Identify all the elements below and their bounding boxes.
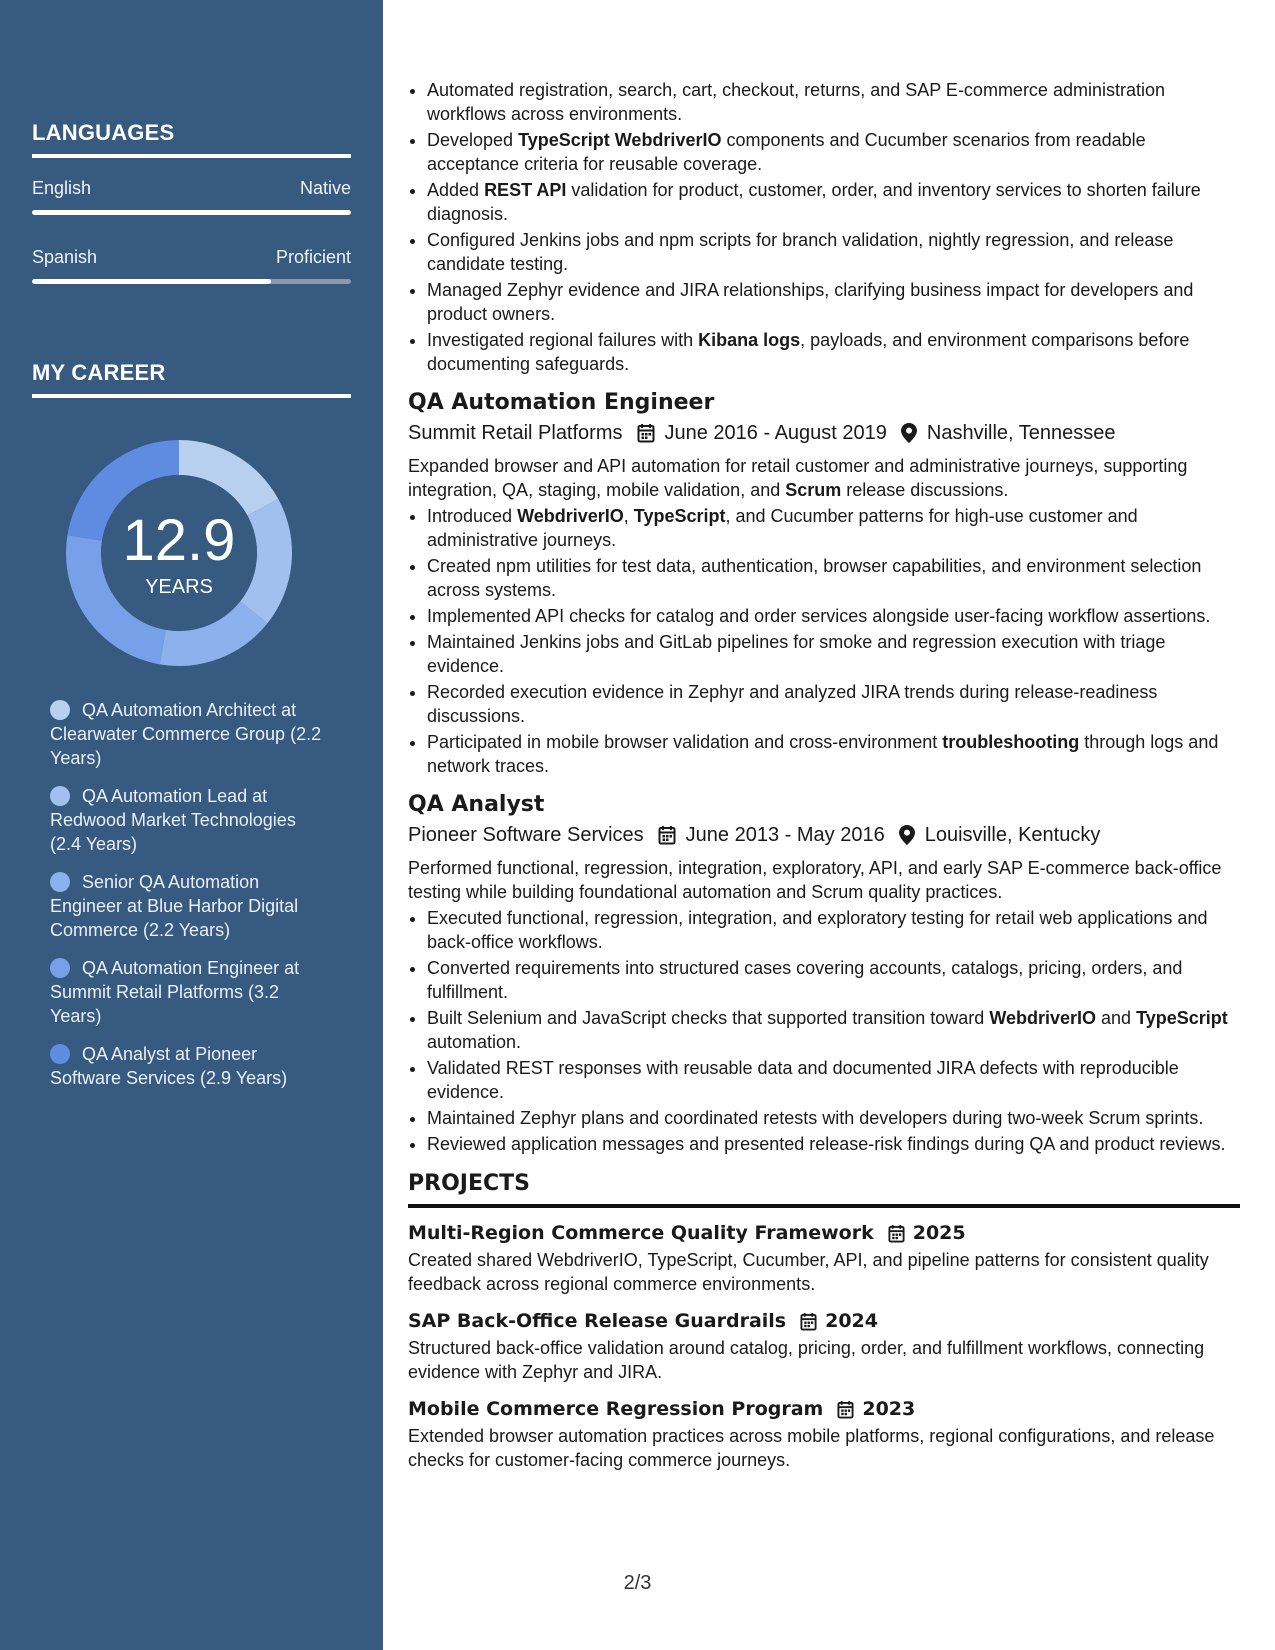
project-entry (408, 1218, 1240, 1296)
career-total-years: 12.9 (122, 507, 236, 573)
career-item: Senior QA Automation Engineer at Blue Harbor Digital Commerce (2.2 Years) (50, 872, 299, 940)
job-meta (408, 820, 1240, 850)
job-location: Nashville, Tennessee (926, 422, 1116, 444)
previous-job-bullets (408, 78, 1240, 376)
language-bar-english (32, 210, 351, 215)
job-title: QA Analyst (408, 792, 545, 817)
job-company: Pioneer Software Services (408, 824, 644, 846)
career-dot-icon (50, 958, 70, 978)
languages-heading: LANGUAGES (32, 120, 351, 158)
bullet-item: • Implemented API checks for catalog and order services alongside user-facing workflow assertions. (427, 604, 1240, 628)
project-entry (408, 1394, 1240, 1472)
language-level: Native (299, 178, 351, 198)
project-title-row (408, 1394, 1240, 1424)
sidebar (0, 0, 383, 1650)
career-total-unit: YEARS (145, 575, 213, 598)
projects-heading: PROJECTS (408, 1172, 1240, 1208)
bullet-item: • Executed functional, regression, integration, and exploratory testing for retail web applications and back-office workflows. (427, 906, 1240, 954)
career-item: QA Automation Lead at Redwood Market Technologies (2.4 Years) (50, 786, 296, 854)
job-summary: Performed functional, regression, integration, exploratory, API, and early SAP E-commerce back-office testing while building foundational automation and Scrum quality practices. (408, 858, 1222, 902)
bullet-item: • Recorded execution evidence in Zephyr and analyzed JIRA trends during release-readiness discussions. (427, 680, 1240, 728)
language-row-spanish (32, 247, 351, 268)
project-description: Structured back-office validation around catalog, pricing, order, and fulfillment workflows, connecting evidence with Zephyr and JIRA. (408, 1338, 1205, 1382)
career-item: QA Analyst at Pioneer Software Services (2.9 Years) (50, 1044, 288, 1088)
bullet-item: • Added REST API validation for product, customer, order, and inventory services to shorten failure diagnosis. (427, 178, 1240, 226)
bullet-item: • Reviewed application messages and presented release-risk findings during QA and product reviews. (427, 1132, 1240, 1156)
project-title: SAP Back-Office Release Guardrails (408, 1310, 787, 1332)
project-title-row (408, 1218, 1240, 1248)
project-description: Created shared WebdriverIO, TypeScript, Cucumber, API, and pipeline patterns for consistent quality feedback across regional commerce environments. (408, 1250, 1209, 1294)
project-year: 2025 (912, 1222, 966, 1244)
bullet-item: • Participated in mobile browser validation and cross-environment troubleshooting through logs and network traces. (427, 730, 1240, 778)
calendar-icon (658, 825, 676, 845)
career-item: QA Automation Architect at Clearwater Commerce Group (2.2 Years) (50, 700, 322, 768)
project-year: 2023 (862, 1398, 916, 1420)
project-title: Mobile Commerce Regression Program (408, 1398, 824, 1420)
location-pin-icon (899, 825, 915, 845)
bullet-item: • Introduced WebdriverIO, TypeScript, and Cucumber patterns for high-use customer and administrative journeys. (427, 504, 1240, 552)
career-dot-icon (50, 1044, 70, 1064)
language-bar-fill (32, 279, 271, 284)
bullet-item: • Automated registration, search, cart, checkout, returns, and SAP E-commerce administration workflows across environments. (427, 78, 1240, 126)
language-row-english (32, 178, 351, 199)
career-list (50, 698, 330, 1104)
bullet-item: • Maintained Zephyr plans and coordinated retests with developers during two-week Scrum sprints. (427, 1106, 1240, 1130)
language-name: English (32, 178, 92, 198)
project-title-row (408, 1306, 1240, 1336)
calendar-icon (888, 1224, 905, 1243)
project-entry (408, 1306, 1240, 1384)
job-bullets (408, 906, 1240, 1156)
page-number: 2/3 (623, 1572, 652, 1594)
donut-center (66, 440, 292, 666)
bullet-item: • Developed TypeScript WebdriverIO components and Cucumber scenarios from readable acceptance criteria for reusable coverage. (427, 128, 1240, 176)
job-location: Louisville, Kentucky (924, 824, 1101, 846)
bullet-item: • Maintained Jenkins jobs and GitLab pipelines for smoke and regression execution with triage evidence. (427, 630, 1240, 678)
job-dates: June 2016 - August 2019 (664, 422, 887, 444)
job-entry (408, 388, 1240, 778)
bullet-item: • Converted requirements into structured cases covering accounts, catalogs, pricing, orders, and fulfillment. (427, 956, 1240, 1004)
job-meta (408, 418, 1240, 448)
bullet-item: • Managed Zephyr evidence and JIRA relationships, clarifying business impact for developers and product owners. (427, 278, 1240, 326)
project-year: 2024 (825, 1310, 878, 1332)
job-entry (408, 790, 1240, 1156)
project-title: Multi-Region Commerce Quality Framework (408, 1222, 874, 1244)
bullet-item: • Created npm utilities for test data, authentication, browser capabilities, and environment selection across systems. (427, 554, 1240, 602)
language-bar-fill (32, 210, 351, 215)
career-dot-icon (50, 786, 70, 806)
job-title: QA Automation Engineer (408, 390, 715, 415)
job-bullets (408, 504, 1240, 778)
language-bar-spanish (32, 279, 351, 284)
bullet-item: • Built Selenium and JavaScript checks that supported transition toward WebdriverIO and TypeScript automation. (427, 1006, 1240, 1054)
bullet-item: • Configured Jenkins jobs and npm scripts for branch validation, nightly regression, and release candidate testing. (427, 228, 1240, 276)
calendar-icon (800, 1312, 817, 1331)
career-dot-icon (50, 700, 70, 720)
job-dates: June 2013 - May 2016 (685, 824, 885, 846)
location-pin-icon (901, 423, 917, 443)
job-company: Summit Retail Platforms (408, 422, 623, 444)
bullet-item: • Validated REST responses with reusable data and documented JIRA defects with reproducible evidence. (427, 1056, 1240, 1104)
career-heading: MY CAREER (32, 360, 351, 398)
calendar-icon (637, 423, 655, 443)
career-item: QA Automation Engineer at Summit Retail Platforms (3.2 Years) (50, 958, 300, 1026)
job-summary: Expanded browser and API automation for retail customer and administrative journeys, supporting integration, QA, staging, mobile validation, and Scrum release discussions. (408, 456, 1188, 500)
career-dot-icon (50, 872, 70, 892)
language-level: Proficient (275, 247, 351, 267)
calendar-icon (837, 1400, 854, 1419)
main-content (408, 78, 1240, 1478)
language-name: Spanish (32, 247, 98, 267)
bullet-item: • Investigated regional failures with Kibana logs, payloads, and environment comparisons before documenting safeguards. (427, 328, 1240, 376)
career-donut (66, 440, 292, 666)
project-description: Extended browser automation practices across mobile platforms, regional configurations, and release checks for customer-facing commerce journeys. (408, 1426, 1215, 1470)
